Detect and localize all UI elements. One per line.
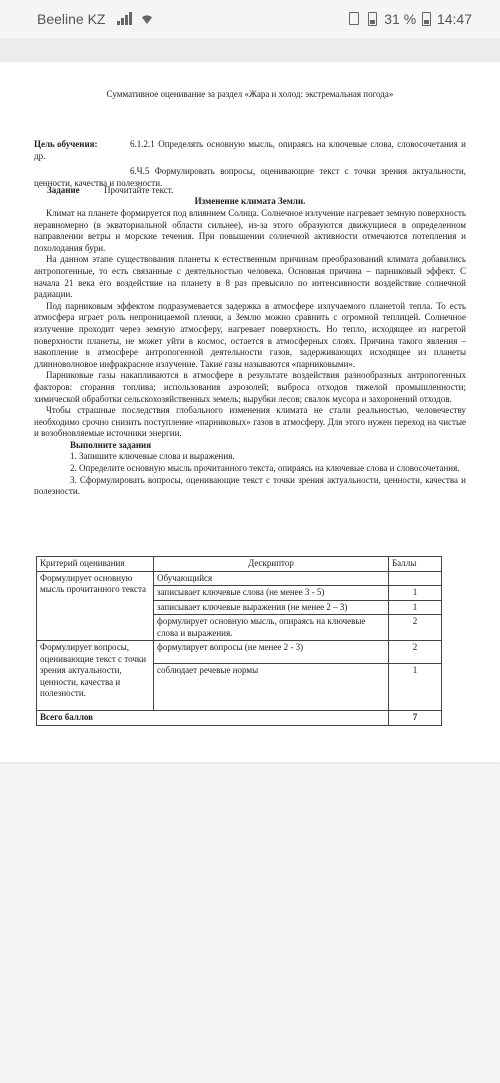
text-title: Изменение климата Земли. bbox=[194, 196, 306, 206]
goal-1-text: 6.1.2.1 Определять основную мысль, опираясь на ключевые слова, словосочетания и др. bbox=[34, 139, 466, 161]
task-text: Прочитайте текст. bbox=[104, 185, 174, 195]
assignments-heading: Выполните задания bbox=[70, 439, 152, 450]
descriptor-cell: формулирует вопросы (не менее 2 - 3) bbox=[154, 641, 389, 664]
task-line bbox=[47, 185, 173, 197]
criterion-cell: Формулирует вопросы, оценивающие текст с точки зрения актуальности, ценности, качества и полезности. bbox=[37, 641, 154, 711]
task-label: Задание bbox=[47, 185, 80, 195]
descriptor-cell: соблюдает речевые нормы bbox=[154, 664, 389, 711]
battery-level: 31 % bbox=[384, 11, 417, 27]
status-bar bbox=[0, 0, 500, 38]
signal-icon bbox=[117, 12, 133, 28]
paragraph: Климат на планете формируется под влиянием Солнца. Солнечное излучение нагревает земную поверхность неравномерно (в экваториальной области сильнее), из-за этого образуются движущиеся в определенном направлении ветры и морские течения. При повышении солнечной активности отмечаются потепления и похолодания бури. bbox=[34, 208, 466, 253]
text-body bbox=[34, 208, 466, 498]
header-points: Баллы bbox=[389, 557, 442, 572]
learning-goal-2: 6.Ч.5 Формулировать вопросы, оценивающие текст с точки зрения актуальности, ценности, качества и полезности. bbox=[34, 166, 466, 188]
points-cell: 1 bbox=[389, 664, 442, 711]
subheader-cell: Обучающийся bbox=[154, 571, 389, 586]
paragraph: Парниковые газы накапливаются в атмосфере в результате воздействия разнообразных антропогенных факторов: сгорания топлива; использования аэрозолей; выброса отходов тяжелой промышленности; химической обработки сельскохозяйственных земель; вырубки лесов; свалок мусора и захоронений отходов. bbox=[34, 370, 466, 404]
document-page[interactable] bbox=[0, 62, 500, 762]
status-left bbox=[37, 11, 153, 28]
points-cell: 2 bbox=[389, 615, 442, 641]
points-cell: 1 bbox=[389, 586, 442, 601]
criterion-cell: Формулирует основную мысль прочитанного текста bbox=[37, 571, 154, 641]
assignment-item: 1. Запишите ключевые слова и выражения. bbox=[70, 451, 235, 462]
status-right bbox=[349, 11, 472, 27]
assignment-item: 2. Определите основную мысль прочитанного текста, опираясь на ключевые слова и словосочетания. bbox=[70, 463, 460, 474]
paragraph: Под парниковым эффектом подразумевается задержка в атмосфере излучаемого планетой тепла. То есть атмосфера играет роль непроницаемой пленки, а Землю можно сравнить с огромной теплицей. Солнечное излучение проходит через земную атмосферу, нагревает поверхность. Но тепло, исходящее из нагретой поверхности планеты, не может уйти в космос, остается в атмосферных слоях. Причина такого явления – накопление в атмосфере антропогенной деятельности газов, задерживающих исходящее из планеты длинноволновое инфракрасное излучение. Такие газы называются «парниковыми». bbox=[34, 300, 466, 369]
document-title: Суммативное оценивание за раздел «Жара и холод: экстремальная погода» bbox=[106, 89, 394, 99]
assignment-item: 3. Сформулировать вопросы, оценивающие текст с точки зрения актуальности, ценности, качества и полезности. bbox=[34, 474, 466, 497]
total-value: 7 bbox=[389, 711, 442, 726]
descriptor-cell: записывает ключевые выражения (не менее 2 – 3) bbox=[154, 600, 389, 615]
header-descriptor: Дескриптор bbox=[154, 557, 389, 572]
descriptor-cell: формулирует основную мысль, опираясь на ключевые слова и выражения. bbox=[154, 615, 389, 641]
empty-points-cell bbox=[389, 571, 442, 586]
assessment-table bbox=[36, 556, 442, 726]
learning-goal-1 bbox=[34, 139, 466, 162]
header-criterion: Критерий оценивания bbox=[37, 557, 154, 572]
battery-icon-2 bbox=[422, 12, 431, 26]
wifi-icon bbox=[141, 13, 153, 25]
paragraph: Чтобы страшные последствия глобального изменения климата не стали реальностью, человечеству необходимо срочно снизить поступление «парниковых» газов в атмосферу. Для этого нужен переход на чистые и возобновляемые источники энергии. bbox=[34, 405, 466, 439]
vibrate-icon bbox=[349, 12, 359, 25]
goal-label: Цель обучения: bbox=[34, 139, 98, 149]
viewer-toolbar-band bbox=[0, 38, 500, 62]
points-cell: 1 bbox=[389, 600, 442, 615]
total-label: Всего баллов bbox=[37, 711, 389, 726]
carrier-name: Beeline KZ bbox=[37, 11, 106, 27]
battery-icon bbox=[368, 12, 377, 26]
points-cell: 2 bbox=[389, 641, 442, 664]
clock: 14:47 bbox=[436, 11, 472, 27]
descriptor-cell: записывает ключевые слова (не менее 3 - 5) bbox=[154, 586, 389, 601]
paragraph: На данном этапе существования планеты к естественным причинам преобразований климата добавились антропогенные, то есть связанные с деятельностью человека. Основная причина – парниковый эффект. С начала 21 века его воздействие на планету в 8 раз превысило по интенсивности воздействие солнечной радиации. bbox=[34, 254, 466, 300]
